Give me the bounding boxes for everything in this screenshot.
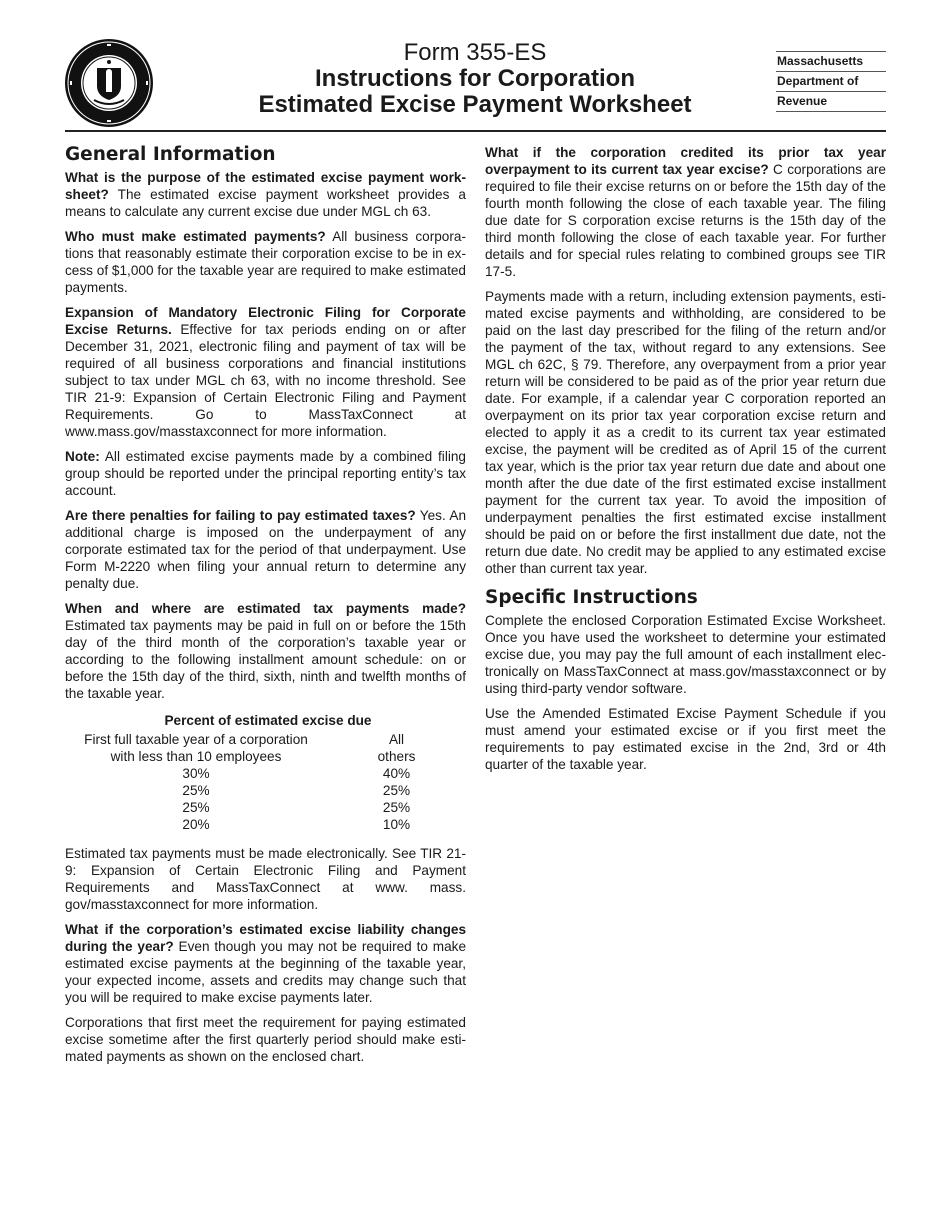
table-cell: 40%: [382, 766, 411, 781]
form-title: [200, 40, 750, 118]
table-cell: 30%: [182, 766, 210, 781]
table-row: [65, 799, 466, 816]
section-heading-general: General Information: [65, 144, 276, 165]
table-cell: 25%: [382, 800, 411, 815]
table-header: All: [388, 732, 405, 747]
question: What if the corporation’s estimated excise liability changes during the year?: [65, 922, 466, 954]
paragraph-penalties: [65, 507, 466, 592]
table-cell: 25%: [182, 800, 210, 815]
question: Expansion of Mandatory Electronic Filing for Corporate Excise Returns.: [65, 305, 466, 337]
table-header: with less than 10 employees: [110, 749, 282, 764]
paragraph-later-requirement: Corporations that first meet the requirement for paying estimated excise sometime after the first quarterly period should make estimated payments as shown on the enclosed chart.: [65, 1015, 466, 1064]
table-header-row: [65, 748, 466, 765]
paragraph-liability-changes: [65, 921, 466, 1006]
question: When and where are estimated tax payments made?: [65, 601, 466, 616]
department-line: Massachusetts: [776, 51, 886, 71]
department-line: Revenue: [776, 91, 886, 112]
table-header-row: [65, 731, 466, 748]
paragraph-note: [65, 448, 466, 499]
title-line-2: Estimated Excise Payment Worksheet: [258, 91, 692, 118]
answer: Estimated tax payments may be paid in full on or before the 15th day of the third month of the corporation’s taxable year or according to the following installment amount schedule: on or before the 15th day of the third, sixth, ninth and twelfth months of the taxable year.: [65, 618, 466, 701]
paragraph-when-where: [65, 600, 466, 702]
left-column: [65, 144, 466, 1073]
answer: All business corporations that reasonably estimate their corporation excise to be in excess of $1,000 for the taxable year are required to make estimated payments.: [65, 229, 466, 295]
paragraph-who-must-pay: [65, 228, 466, 296]
table-row: [65, 765, 466, 782]
header-divider: [65, 130, 886, 132]
table-cell: 10%: [382, 817, 411, 832]
form-number: Form 355-ES: [403, 39, 547, 66]
table-cell: 25%: [382, 783, 411, 798]
question: What if the corporation credited its prior tax year overpayment to its current tax year excise?: [485, 145, 886, 177]
table-row: [65, 816, 466, 833]
department-name: [776, 51, 886, 112]
paragraph-electronic-payments: Estimated tax payments must be made electronically. See TIR 21-9: Expansion of Certain Electronic Filing and Payment Requirements and MassTaxConnect at www. mass. gov/masstaxconnect for more information.: [65, 846, 466, 912]
paragraph-payments-with-return: Payments made with a return, including extension payments, estimated excise payments and withholding, are considered to be paid on the last day prescribed for the filing of the return and/or the payment of the tax, without regard to any extensions. See MGL ch 62C, § 79. Therefore, any overpayment from a prior year return will be considered to be paid as of the prior year return due date. For example, if a calendar year C corporation reported an overpayment on its prior tax year corporation excise return and elected to apply it as a credit to its current tax year estimated excise, the payment will be credited as of April 15 of the current tax year, which is the prior tax year return due date and about one month after the due date of the first estimated excise installment payment for the current tax year. To avoid the imposition of underpayment penalties the first estimated excise installment should be paid on or before the first installment due date, not the return due date. No credit may be applied to any estimated excise other than current tax year.: [485, 289, 886, 576]
massachusetts-dor-seal-icon: [64, 38, 154, 128]
percent-table: [65, 712, 466, 833]
question: What is the purpose of the estimated excise payment worksheet?: [65, 170, 466, 202]
question: Note:: [65, 449, 100, 464]
question: Are there penalties for failing to pay estimated taxes?: [65, 508, 416, 523]
answer: All estimated excise payments made by a combined filing group should be reported under the principal reporting entity’s tax account.: [65, 449, 466, 498]
right-column: [485, 144, 886, 781]
paragraph-amended-schedule: Use the Amended Estimated Excise Payment Schedule if you must amend your estimated excise or if you first meet the requirements to pay estimated excise in the 2nd, 3rd or 4th quarter of the taxable year.: [485, 706, 886, 772]
paragraph-complete-worksheet: Complete the enclosed Corporation Estimated Excise Worksheet. Once you have used the worksheet to determine your estimated excise due, you may pay the full amount of each installment electronically on MassTaxConnect at mass.gov/masstaxconnect or by using third-party vendor software.: [485, 613, 886, 696]
paragraph-electronic-filing: [65, 304, 466, 440]
answer: C corporations are required to file their excise returns on or before the 15th day of the fourth month following the close of each taxable year. The filing due date for S corporation excise returns is the 15th day of the third month following the close of each taxable year. For further details and for special rules relating to combined groups see TIR 17-5.: [485, 162, 886, 279]
table-cell: 25%: [182, 783, 210, 798]
table-row: [65, 782, 466, 799]
answer: Yes. An additional charge is imposed on the underpayment of any corporate estimated tax for the period of that underpayment. Use Form M-2220 when filing your annual return to determine any penalty due.: [65, 508, 466, 591]
answer: Even though you may not be required to make estimated excise payments at the beginning of the taxable year, your expected income, assets and credits may change such that you will be required to make excise payments later.: [65, 939, 467, 1005]
table-caption: Percent of estimated excise due: [164, 713, 372, 728]
title-line-1: Instructions for Corporation: [315, 65, 635, 92]
section-heading-specific: Specific Instructions: [485, 587, 698, 608]
table-header: First full taxable year of a corporation: [84, 732, 308, 747]
table-header: others: [377, 749, 416, 764]
answer: The estimated excise payment worksheet provides a means to calculate any current excise due under MGL ch 63.: [65, 187, 466, 219]
question: Who must make estimated payments?: [65, 229, 326, 244]
table-cell: 20%: [182, 817, 210, 832]
paragraph-purpose: [65, 169, 466, 220]
answer: Effective for tax periods ending on or after December 31, 2021, electronic filing and payment of tax will be required of all business corporations and financial institutions subject to tax under MGL ch 63, with no income threshold. See TIR 21-9: Expansion of Certain Electronic Filing and Payment Requirements. Go to MassTaxConnect at www.mass.gov/masstaxconnect for more information.: [65, 322, 467, 439]
paragraph-overpayment-credit: [485, 144, 886, 280]
department-line: Department of: [776, 71, 886, 91]
